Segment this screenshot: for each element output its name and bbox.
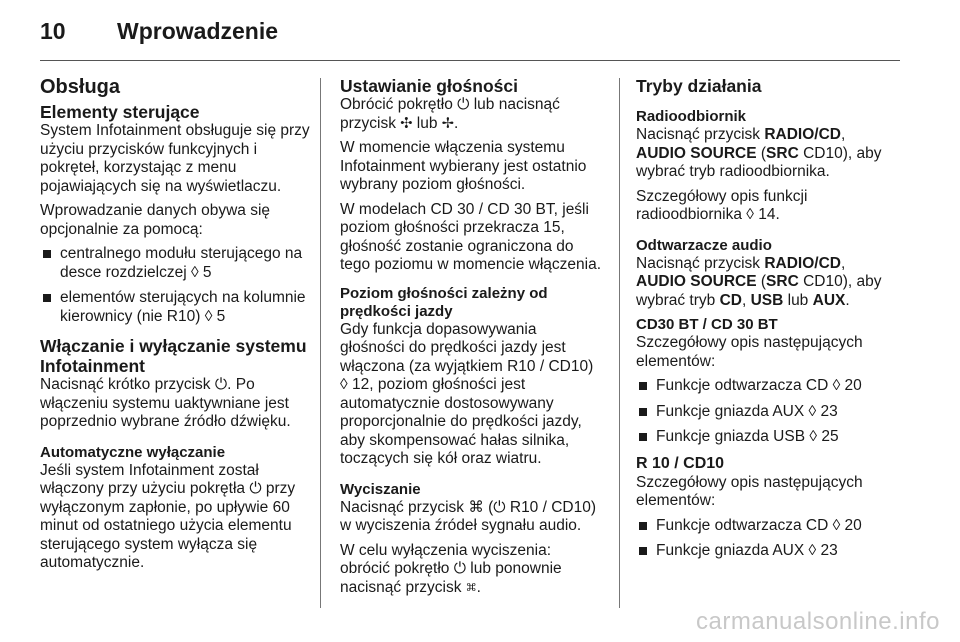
paragraph: W celu wyłączenia wyciszenia: obrócić pokrętło ⏻ lub ponownie nacisnąć przycisk ⌘. [340,541,562,596]
bullet-list [636,377,906,447]
heading-ustawianie-glosnosci: Ustawianie głośności [340,76,518,96]
button-name: RADIO/CD [764,254,841,272]
text: , [840,126,846,143]
heading-elementy-sterujace: Elementy sterujące [40,102,200,122]
heading-poziom-glosnosci: Poziom głośności zależny od prędkości jazdy [340,284,548,320]
paragraph [636,255,906,311]
column-divider-1 [320,78,321,608]
list-item: Funkcje gniazda AUX ◊ 23 [636,542,906,561]
heading-odtwarzacze-audio: Odtwarzacze audio [636,236,772,254]
list-item: Funkcje gniazda USB ◊ 25 [636,428,906,447]
bullet-list [40,245,310,326]
button-name: AUDIO SOURCE [636,273,757,290]
list-item: Funkcje odtwarzacza CD ◊ 20 [636,517,906,536]
text: CD10), aby wybrać tryb [636,273,882,309]
watermark: carmanualsonline.info [696,608,940,635]
text: CD10), aby wybrać tryb radioodbiornika. [636,144,882,180]
button-name: SRC [766,273,799,290]
page-number: 10 [40,18,66,44]
mode-name: AUX [812,291,846,309]
paragraph: Gdy funkcja dopasowywania głośności do prędkości jazdy jest włączona (za wyjątkiem R10 / CD10) ◊ 12, poziom głośności jest automatycznie dostosowywany proporcjonalnie do prędkości jazdy, aby skompensować hałas silnika, toczących się kół oraz wiatru. [340,320,594,467]
text: ( [756,273,767,290]
paragraph: Nacisnąć przycisk ⌘ (⏻ R10 / CD10) w wyciszenia źródeł sygnału audio. [340,498,597,534]
paragraph [636,126,906,182]
paragraph: Szczegółowy opis następujących elementów: [636,334,863,370]
chapter-title: Wprowadzenie [117,18,279,44]
list-item: centralnego modułu sterującego na desce rozdzielczej ◊ 5 [40,245,310,282]
text: ( [756,144,767,162]
bullet-list [636,517,906,561]
paragraph: System Infotainment obsługuje się przy użyciu przycisków funkcyjnych i pokręteł, korzystając z menu pojawiających się na wyświetlaczu. [40,122,310,195]
heading-r10-cd10: R 10 / CD10 [636,454,725,472]
text: Nacisnąć przycisk [636,126,765,143]
text: Nacisnąć przycisk [636,254,765,272]
heading-wyciszanie: Wyciszanie [340,480,421,498]
column-2 [340,76,605,603]
button-name: AUDIO SOURCE [636,144,757,162]
section-title-obsluga: Obsługa [40,76,121,98]
text: , [840,254,846,272]
header-rule [40,60,900,61]
paragraph: W momencie włączenia systemu Infotainment wybierany jest ostatnio wybrany poziom głośności. [340,139,587,193]
column-3 [636,76,906,568]
paragraph: Szczegółowy opis następujących elementów: [636,473,863,509]
section-title-tryby: Tryby działania [636,76,762,96]
heading-cd30-bt: CD30 BT / CD 30 BT [636,316,778,333]
heading-radioodbiornik: Radioodbiornik [636,108,746,125]
paragraph: Nacisnąć krótko przycisk ⏻. Po włączeniu systemu uaktywniane jest poprzednio wybrane źródło dźwięku. [40,376,291,430]
paragraph: Wprowadzanie danych obywa się opcjonalnie za pomocą: [40,202,271,238]
button-name: SRC [766,144,799,162]
heading-wlaczanie: Włączanie i wyłączanie systemu Infotainment [40,336,307,376]
column-divider-2 [619,78,620,608]
mode-name: USB [750,291,784,309]
paragraph: W modelach CD 30 / CD 30 BT, jeśli poziom głośności przekracza 15, głośność zostanie ograniczona do tego poziomu w momencie włączenia. [340,200,602,273]
paragraph: Jeśli system Infotainment został włączony przy użyciu pokrętła ⏻ przy wyłączonym zapłonie, po upływie 60 minut od ostatniego użycia elementu sterującego system wyłącza się automatycznie. [40,461,296,571]
text: . [845,291,850,309]
mode-name: CD [719,291,742,309]
paragraph: Obrócić pokrętło ⏻ lub nacisnąć przycisk ✣ lub ✢. [340,96,560,132]
text: lub [783,291,813,309]
paragraph: Szczegółowy opis funkcji radioodbiornika ◊ 14. [636,187,808,223]
page-header [40,18,900,58]
list-item: Funkcje odtwarzacza CD ◊ 20 [636,377,906,396]
text: , [741,291,751,309]
list-item: elementów sterujących na kolumnie kierownicy (nie R10) ◊ 5 [40,289,310,326]
heading-automatyczne-wylaczanie: Automatyczne wyłączanie [40,443,226,461]
list-item: Funkcje gniazda AUX ◊ 23 [636,403,906,422]
column-1 [40,76,310,579]
button-name: RADIO/CD [764,126,841,143]
